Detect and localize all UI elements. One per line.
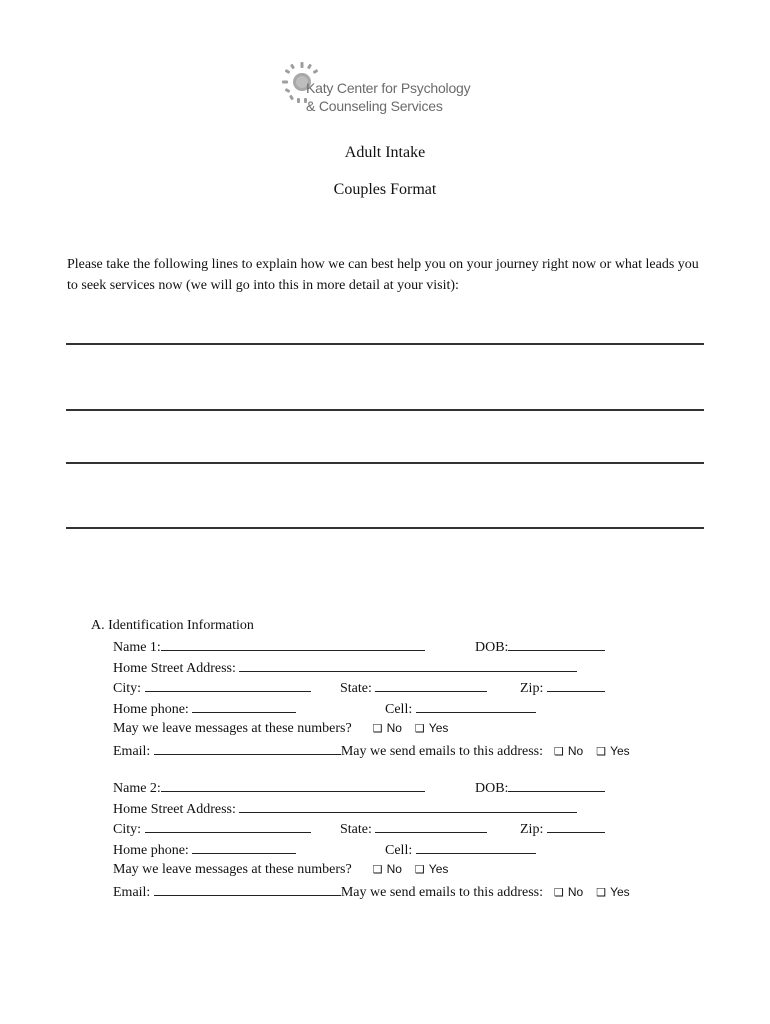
email1-label: Email: [113,744,151,759]
name2-label: Name 2: [113,781,161,796]
emails2-question: May we send emails to this address: [340,885,544,900]
city2-row [113,820,311,838]
address1-label: Home Street Address: [113,661,236,676]
messages1-no-label: No [386,721,402,735]
section-a-heading: A. Identification Information [91,618,254,633]
cell2-field[interactable] [416,841,536,854]
messages1-yes-checkbox[interactable]: ❑ [414,722,425,735]
city1-label: City: [113,681,142,696]
cell2-row [385,841,536,859]
emails2-yes-label: Yes [610,885,630,899]
email1-row [113,742,630,760]
page-subtitle: Couples Format [333,181,437,198]
state1-label: State: [340,681,372,696]
zip1-row [520,679,605,697]
address2-row [113,800,577,818]
dob2-row [475,779,605,797]
name1-field[interactable] [161,638,425,651]
cell1-row [385,700,536,718]
state1-field[interactable] [375,679,487,692]
cell1-label: Cell: [385,702,413,717]
zip2-field[interactable] [547,820,605,833]
state2-label: State: [340,822,372,837]
cell1-field[interactable] [416,700,536,713]
messages2-yes-label: Yes [428,862,449,876]
messages2-no-checkbox[interactable]: ❑ [372,863,383,876]
address1-field[interactable] [239,659,577,672]
dob1-field[interactable] [508,638,605,651]
zip2-label: Zip: [520,822,544,837]
homephone1-label: Home phone: [113,702,189,717]
homephone2-row [113,841,296,859]
dob2-label: DOB: [475,781,509,796]
org-name-line1: Katy Center for Psychology [306,80,471,96]
emails1-question: May we send emails to this address: [340,744,544,759]
answer-line-3[interactable] [66,462,704,464]
email2-label: Email: [113,885,151,900]
messages1-yes-label: Yes [428,721,449,735]
org-name-line2: & Counseling Services [306,98,443,114]
emails2-no-checkbox[interactable]: ❑ [554,886,564,899]
homephone1-field[interactable] [192,700,296,713]
cell2-label: Cell: [385,843,413,858]
messages1-question: May we leave messages at these numbers? [113,721,352,736]
homephone2-field[interactable] [192,841,296,854]
emails1-no-label: No [567,744,584,758]
answer-line-2[interactable] [66,409,704,411]
name2-field[interactable] [161,779,425,792]
city1-row [113,679,311,697]
name2-row [113,779,425,797]
email2-field[interactable] [154,883,341,896]
name1-row [113,638,425,656]
emails1-yes-label: Yes [610,744,630,758]
answer-line-4[interactable] [66,527,704,529]
emails2-no-label: No [567,885,584,899]
dob1-label: DOB: [475,640,509,655]
messages1-row [113,721,448,737]
messages2-yes-checkbox[interactable]: ❑ [414,863,425,876]
city2-field[interactable] [145,820,311,833]
messages2-question: May we leave messages at these numbers? [113,862,352,877]
email2-row [113,883,630,901]
intro-paragraph: Please take the following lines to explain how we can best help you on your journey right now or what leads you to seek services now (we will go into this in more detail at your visit): [67,257,699,293]
name1-label: Name 1: [113,640,161,655]
homephone2-label: Home phone: [113,843,189,858]
state1-row [340,679,487,697]
answer-line-1[interactable] [66,343,704,345]
state2-field[interactable] [375,820,487,833]
address1-row [113,659,577,677]
city1-field[interactable] [145,679,311,692]
emails1-yes-checkbox[interactable]: ❑ [596,745,607,758]
emails1-no-checkbox[interactable]: ❑ [554,745,564,758]
messages2-row [113,862,448,878]
zip1-label: Zip: [520,681,544,696]
state2-row [340,820,487,838]
city2-label: City: [113,822,142,837]
dob2-field[interactable] [508,779,605,792]
address2-label: Home Street Address: [113,802,236,817]
email1-field[interactable] [154,742,341,755]
emails2-yes-checkbox[interactable]: ❑ [596,886,607,899]
zip2-row [520,820,605,838]
messages2-no-label: No [386,862,402,876]
homephone1-row [113,700,296,718]
address2-field[interactable] [239,800,577,813]
dob1-row [475,638,605,656]
messages1-no-checkbox[interactable]: ❑ [372,722,383,735]
page-title: Adult Intake [344,144,426,161]
zip1-field[interactable] [547,679,605,692]
